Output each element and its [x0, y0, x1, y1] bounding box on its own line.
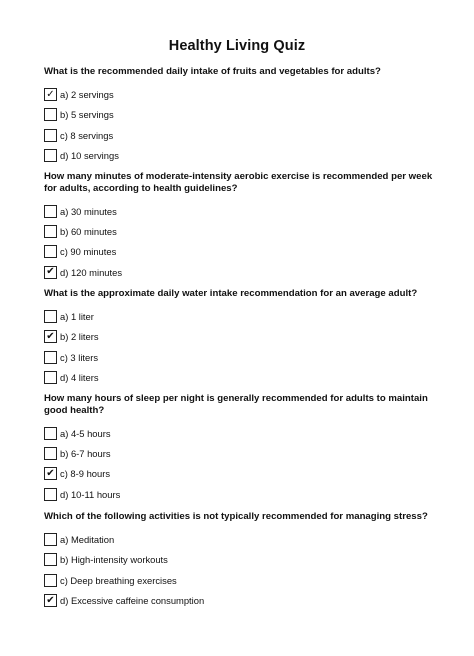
- check-icon: ✔: [46, 594, 55, 606]
- checkbox-checked[interactable]: [44, 266, 57, 279]
- checkbox[interactable]: [44, 205, 57, 218]
- checkbox[interactable]: [44, 488, 57, 501]
- option-label: b) 60 minutes: [60, 225, 117, 237]
- option-1c[interactable]: [44, 125, 444, 145]
- option-label: a) 2 servings: [60, 89, 114, 101]
- checkbox[interactable]: [44, 245, 57, 258]
- option-5d[interactable]: [44, 590, 444, 610]
- checkbox[interactable]: [44, 553, 57, 566]
- checkbox[interactable]: [44, 574, 57, 587]
- option-label: a) 30 minutes: [60, 205, 117, 217]
- question-1: [44, 66, 444, 166]
- option-label: c) Deep breathing exercises: [60, 574, 177, 586]
- checkbox[interactable]: [44, 351, 57, 364]
- option-label: b) 5 servings: [60, 109, 114, 121]
- options-list: [44, 85, 444, 166]
- question-text: How many minutes of moderate-intensity aerobic exercise is recommended per week for adults, according to health guidelines?: [44, 171, 433, 194]
- checkbox-checked[interactable]: [44, 594, 57, 607]
- option-5a[interactable]: [44, 530, 444, 550]
- checkbox-checked[interactable]: [44, 330, 57, 343]
- option-1b[interactable]: [44, 105, 444, 125]
- options-list: [44, 201, 444, 282]
- option-label: d) 4 liters: [60, 372, 99, 384]
- option-3a[interactable]: [44, 307, 444, 327]
- option-label: a) 1 liter: [60, 311, 94, 323]
- option-label: b) 6-7 hours: [60, 447, 111, 459]
- checkbox[interactable]: [44, 427, 57, 440]
- check-icon: ✔: [46, 330, 55, 342]
- checkbox-checked[interactable]: [44, 88, 57, 101]
- question-text: What is the recommended daily intake of fruits and vegetables for adults?: [44, 66, 381, 77]
- option-label: c) 90 minutes: [60, 246, 117, 258]
- checkbox[interactable]: [44, 371, 57, 384]
- checkbox[interactable]: [44, 447, 57, 460]
- option-2c[interactable]: [44, 242, 444, 262]
- option-3b[interactable]: [44, 327, 444, 347]
- option-label: d) 10 servings: [60, 150, 119, 162]
- option-label: c) 8-9 hours: [60, 468, 111, 480]
- option-label: c) 3 liters: [60, 351, 99, 363]
- option-label: d) Excessive caffeine consumption: [60, 595, 205, 607]
- option-4a[interactable]: [44, 423, 444, 443]
- checkbox[interactable]: [44, 533, 57, 546]
- checkbox-checked[interactable]: [44, 467, 57, 480]
- option-3c[interactable]: [44, 347, 444, 367]
- question-text: Which of the following activities is not typically recommended for managing stress?: [44, 511, 428, 522]
- option-4b[interactable]: [44, 443, 444, 463]
- option-4d[interactable]: [44, 484, 444, 504]
- check-icon: ✓: [46, 88, 55, 100]
- option-5c[interactable]: [44, 570, 444, 590]
- page-title: Healthy Living Quiz: [168, 38, 306, 54]
- options-list: [44, 530, 444, 611]
- checkbox[interactable]: [44, 108, 57, 121]
- option-label: a) Meditation: [60, 534, 115, 546]
- check-icon: ✔: [46, 266, 55, 278]
- option-3d[interactable]: [44, 367, 444, 387]
- option-label: a) 4-5 hours: [60, 427, 111, 439]
- question-2: [44, 171, 444, 282]
- option-label: b) 2 liters: [60, 331, 99, 343]
- checkbox[interactable]: [44, 310, 57, 323]
- option-2b[interactable]: [44, 221, 444, 241]
- option-label: b) High-intensity workouts: [60, 554, 168, 566]
- question-text: How many hours of sleep per night is generally recommended for adults to maintain good health?: [44, 393, 428, 416]
- option-label: c) 8 servings: [60, 129, 114, 141]
- options-list: [44, 307, 444, 388]
- question-4: [44, 393, 444, 504]
- option-1d[interactable]: [44, 145, 444, 165]
- option-2a[interactable]: [44, 201, 444, 221]
- question-3: [44, 288, 444, 388]
- option-label: d) 10-11 hours: [60, 488, 121, 500]
- option-4c[interactable]: [44, 464, 444, 484]
- question-text: What is the approximate daily water intake recommendation for an average adult?: [44, 288, 418, 299]
- checkbox[interactable]: [44, 129, 57, 142]
- option-2d[interactable]: [44, 262, 444, 282]
- checkbox[interactable]: [44, 149, 57, 162]
- checkbox[interactable]: [44, 225, 57, 238]
- option-5b[interactable]: [44, 550, 444, 570]
- options-list: [44, 423, 444, 504]
- option-label: d) 120 minutes: [60, 266, 123, 278]
- question-5: [44, 511, 444, 611]
- check-icon: ✔: [46, 467, 55, 479]
- option-1a[interactable]: [44, 85, 444, 105]
